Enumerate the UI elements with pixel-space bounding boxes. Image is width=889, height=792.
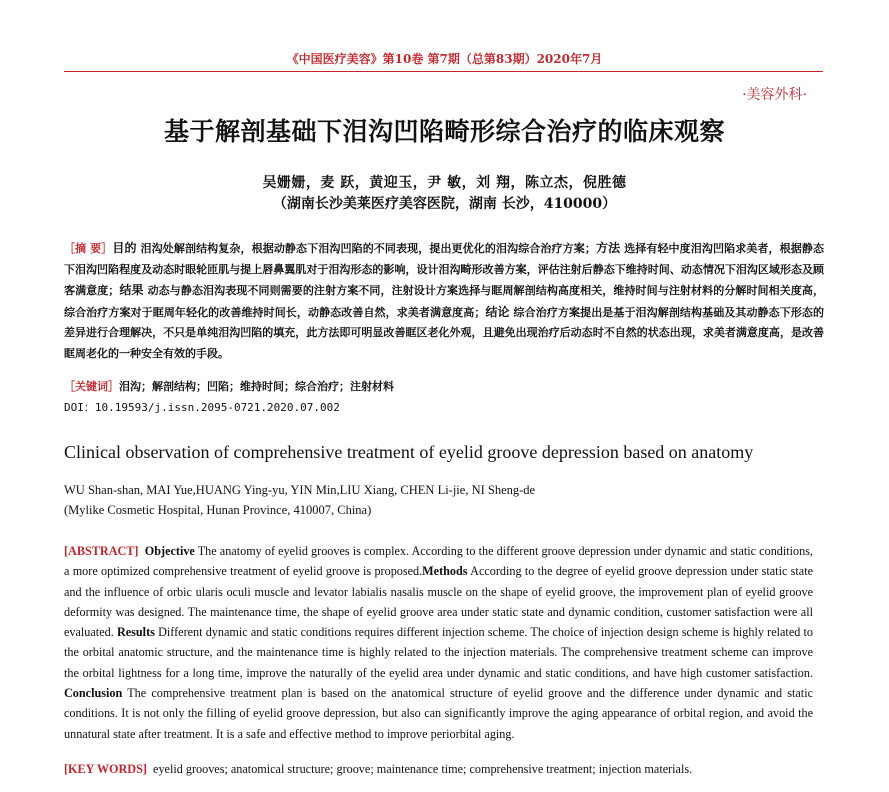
section-tag: ·美容外科· <box>742 87 807 103</box>
title-en: Clinical observation of comprehensive treatment of eyelid groove depression based on anatomy <box>64 442 754 462</box>
title-zh: 基于解剖基础下泪沟凹陷畸形综合治疗的临床观察 <box>163 117 725 146</box>
authors-en: WU Shan-shan, MAI Yue,HUANG Ying-yu, YIN Min,LIU Xiang, CHEN Li-jie, NI Sheng-de <box>64 483 536 497</box>
abstract-en-objective-label: Objective <box>144 544 195 558</box>
abstract-en-label: [ABSTRACT] <box>64 544 139 558</box>
abstract-en-methods: According to the degree of eyelid groove depression under static state and the influence of orbic ularis oculi muscle and levator labialis nasalis muscle on the shape of eyelid groove, the improvement plan of eyelid groove deformity was designed. The maintenance time, the shape of eyelid groove area under static state and dynamic condition, customer satisfaction were all evaluated. <box>64 564 813 640</box>
abstract-en-results: Different dynamic and static conditions requires different injection scheme. The choice of injection design scheme is highly related to the orbital anatomic structure, and the maintenance time is highly related to the injection materials. The comprehensive treatment scheme can improve the orbital lightness for a long time, improve the naturally of the eyelid area under dynamic and static conditions, and have high customer satisfaction. <box>64 625 813 680</box>
abstract-zh-results: 动态与静态泪沟表现不同则需要的注射方案不同，注射设计方案选择与眶周解剖结构高度相关，维持时间与注射材料的分解时间相关度高，综合治疗方案对于眶周年轻化的改善维持时间长，动静态改善自然，求美者满意度高； <box>64 284 825 319</box>
header-rule <box>64 71 823 72</box>
abstract-zh <box>64 238 824 365</box>
abstract-en-methods-label: Methods <box>422 564 468 579</box>
abstract-zh-conclusion: 综合治疗方案提出是基于泪沟解剖结构基础及其动静态下形态的差异进行合理解决，不只是单纯泪沟凹陷的填充，此方法即可明显改善眶区老化外观，且避免出现治疗后动态时不自然的状态出现，求美者满意度高，是改善眶周老化的一种安全有效的手段。 <box>64 305 825 360</box>
authors-zh: 吴姗姗，麦 跃，黄迎玉，尹 敏，刘 翔，陈立杰，倪胜德 <box>262 175 627 191</box>
abstract-zh-objective: 泪沟处解剖结构复杂，根据动静态下泪沟凹陷的不同表现，提出更优化的泪沟综合治疗方案； <box>136 242 596 255</box>
doi: DOI：10.19593/j.issn.2095-0721.2020.07.002 <box>64 401 340 414</box>
abstract-zh-conclusion-label: 结论 <box>485 304 510 319</box>
keywords-en <box>64 759 824 779</box>
abstract-en-conclusion-label: Conclusion <box>64 686 123 701</box>
abstract-zh-methods: 选择有轻中度泪沟凹陷求美者，根据静态下泪沟凹陷程度及动态时眼轮匝肌与提上唇鼻翼肌对于泪沟形态的影响，设计泪沟畸形改善方案，评估注射后静态下维持时间、动态情况下泪沟区域形态及顾客满意度； <box>64 242 824 298</box>
abstract-zh-results-label: 结果 <box>119 283 144 298</box>
journal-header: 《中国医疗美容》第10卷 第7期（总第83期）2020年7月 <box>286 52 603 66</box>
abstract-en-objective: The anatomy of eyelid grooves is complex. According to the different groove depression under dynamic and static conditions, a more optimized comprehensive treatment of eyelid groove is proposed. <box>64 544 814 579</box>
abstract-zh-methods-label: 方法 <box>595 241 621 255</box>
affiliation-zh: （湖南长沙美莱医疗美容医院，湖南 长沙，410000） <box>272 196 617 212</box>
keywords-en-label: [KEY WORDS] <box>64 762 147 776</box>
keywords-zh-text: 泪沟；解剖结构；凹陷；维持时间；综合治疗；注射材料 <box>119 380 394 393</box>
affiliation-en: (Mylike Cosmetic Hospital, Hunan Province, 410007, China) <box>64 503 372 517</box>
abstract-en-conclusion: The comprehensive treatment plan is based on the anatomical structure of eyelid groove and the difference under dynamic and static conditions. It is not only the filling of eyelid groove depression, but also can significantly improve the aging appearance of orbital region, and avoid the unnatural state after treatment. It is a safe and effective method to improve periorbital aging. <box>64 686 813 741</box>
keywords-zh-label: ［关键词］ <box>64 380 119 393</box>
abstract-zh-label: ［摘 要］ <box>64 242 113 255</box>
keywords-zh <box>64 377 824 397</box>
abstract-en-results-label: Results <box>116 625 155 640</box>
abstract-en <box>64 541 813 744</box>
keywords-en-text: eyelid grooves; anatomical structure; groove; maintenance time; comprehensive treatment; injection materials. <box>153 762 693 776</box>
abstract-zh-objective-label: 目的 <box>112 241 137 255</box>
